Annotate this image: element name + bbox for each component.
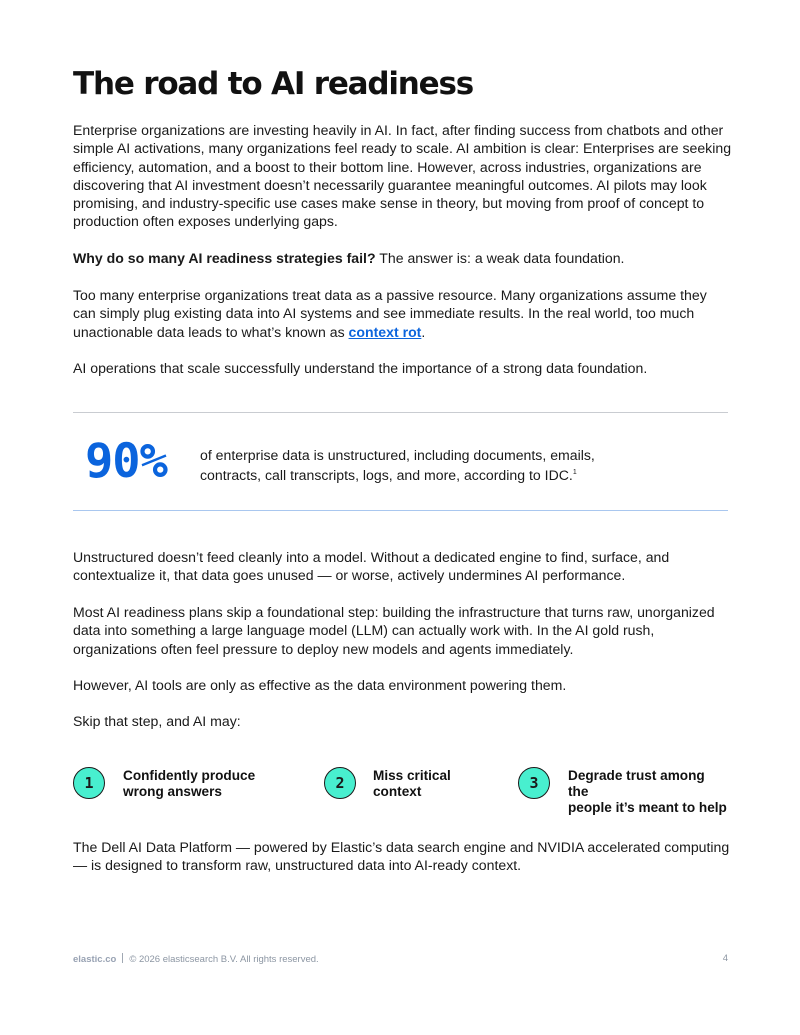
intro-paragraph: Enterprise organizations are investing heavily in AI. In fact, after finding success from chatbots and other simple AI activations, many organizations feel ready to scale. AI ambition is clear: Enterprises are seeking efficiency, automation, and a boost to their bottom line. However, across industries, organizations are discovering that AI investment doesn’t necessarily guarantee meaningful outcomes. AI pilots may look promising, and industry-specific use cases make sense in theory, but moving from proof of concept to production often exposes underlying gaps. bbox=[73, 122, 732, 230]
risk-label: Confidently produce wrong answers bbox=[123, 768, 256, 799]
footer-copyright: © 2026 elasticsearch B.V. All rights reserved. bbox=[129, 954, 319, 965]
unstructured-paragraph: Unstructured doesn’t feed cleanly into a model. Without a dedicated engine to find, surface, and contextualize it, that data goes unused — or worse, actively undermines AI performance. bbox=[73, 549, 670, 584]
tools-paragraph: However, AI tools are only as effective as the data environment powering them. bbox=[73, 677, 567, 693]
context-rot-link[interactable]: context rot bbox=[348, 323, 422, 340]
stat-top-divider bbox=[73, 412, 728, 413]
risk-number-badge: 1 bbox=[73, 767, 105, 799]
question-answer: The answer is: a weak data foundation. bbox=[375, 250, 625, 266]
stat-description: of enterprise data is unstructured, including documents, emails, contracts, call transcripts, logs, and more, according to IDC. bbox=[200, 447, 595, 484]
closing-paragraph: The Dell AI Data Platform — powered by Elastic’s data search engine and NVIDIA accelerated computing — is designed to transform raw, unstructured data into AI-ready context. bbox=[73, 839, 730, 874]
footer-separator bbox=[122, 953, 123, 963]
footer-brand-link[interactable]: elastic.co bbox=[73, 954, 117, 965]
risk-label: Miss critical context bbox=[373, 768, 451, 799]
skip-paragraph: Skip that step, and AI may: bbox=[73, 713, 241, 729]
passive-paragraph bbox=[73, 286, 733, 341]
risk-label: Degrade trust among the people it’s meant to help bbox=[568, 768, 727, 815]
page-title: The road to AI readiness bbox=[73, 66, 473, 102]
stat-number: 90% bbox=[85, 434, 167, 489]
stat-text bbox=[200, 446, 620, 485]
plans-paragraph: Most AI readiness plans skip a foundational step: building the infrastructure that turns raw, unorganized data into something a large language model (LLM) can actually work with. In the AI gold rush, organizations often feel pressure to deploy new models and agents immediately. bbox=[73, 604, 715, 657]
risk-number-badge: 3 bbox=[518, 767, 550, 799]
question-paragraph bbox=[73, 249, 733, 267]
page-footer bbox=[73, 953, 728, 965]
passive-end: . bbox=[421, 323, 426, 340]
page-number: 4 bbox=[722, 953, 728, 964]
passive-text: Too many enterprise organizations treat data as a passive resource. Many organizations assume they can simply plug existing data into AI systems and see immediate results. In the real world, too much unactionable data leads to what’s known as bbox=[73, 287, 707, 340]
stat-bottom-divider bbox=[73, 510, 728, 511]
stat-footnote: 1 bbox=[572, 469, 577, 477]
risk-number-badge: 2 bbox=[324, 767, 356, 799]
question-bold: Why do so many AI readiness strategies fail? bbox=[73, 250, 376, 266]
scale-paragraph: AI operations that scale successfully understand the importance of a strong data foundation. bbox=[73, 360, 648, 376]
